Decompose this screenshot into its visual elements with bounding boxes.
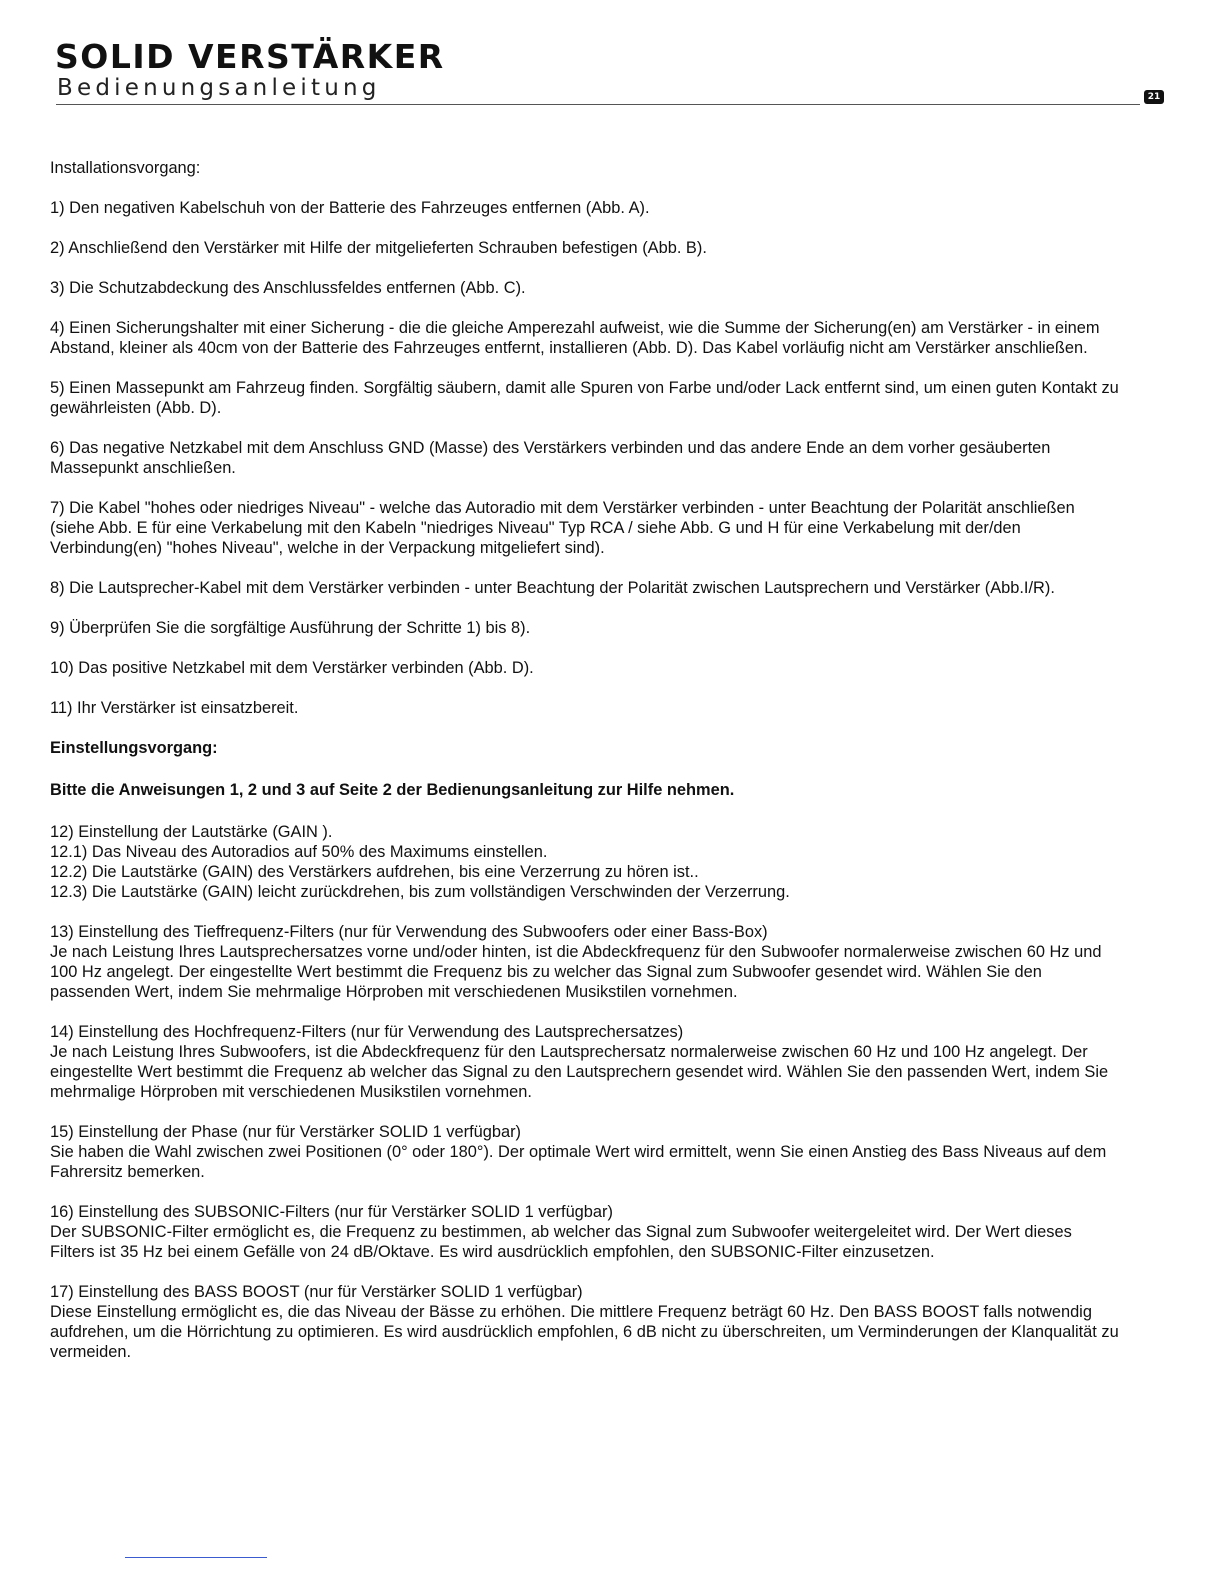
installation-step: 2) Anschließend den Verstärker mit Hilfe der mitgelieferten Schrauben befestigen (Abb. B). [50,239,707,257]
footer-divider [125,1557,267,1558]
phase-title: 15) Einstellung der Phase (nur für Verstärker SOLID 1 verfügbar) [50,1123,521,1141]
phase-body: Sie haben die Wahl zwischen zwei Positionen (0° oder 180°). Der optimale Wert wird ermittelt, wenn Sie einen Anstieg des Bass Niveaus auf dem Fahrersitz bemerken. [50,1143,1107,1181]
highpass-body: Je nach Leistung Ihres Subwoofers, ist die Abdeckfrequenz für den Lautsprechersatz normalerweise zwischen 60 Hz und 100 Hz angelegt. Der eingestellte Wert bestimmt die Frequenz ab welcher das Signal zu den Lautsprechern gesendet wird. Wählen Sie den passenden Wert, indem Sie mehrmalige Hörproben mit verschiedenen Musikstilen vornehmen. [50,1043,1109,1101]
page-number-badge: 21 [1144,90,1164,104]
gain-line: 12) Einstellung der Lautstärke (GAIN ). [50,823,333,841]
installation-step: 1) Den negativen Kabelschuh von der Batterie des Fahrzeuges entfernen (Abb. A). [50,199,650,217]
bassboost-title: 17) Einstellung des BASS BOOST (nur für Verstärker SOLID 1 verfügbar) [50,1283,583,1301]
highpass-title: 14) Einstellung des Hochfrequenz-Filters (nur für Verwendung des Lautsprechersatzes) [50,1023,684,1041]
header-divider [56,104,1140,105]
manual-body [50,158,1120,1382]
phase-section [50,1122,1120,1182]
installation-step: 7) Die Kabel "hohes oder niedriges Niveau" - welche das Autoradio mit dem Verstärker verbinden - unter Beachtung der Polarität anschließen (siehe Abb. E für eine Verkabelung mit den Kabeln "niedriges Niveau" Typ RCA / siehe Abb. G und H für eine Verkabelung mit der/den Verbindung(en) "hohes Niveau", welche in der Verpackung mitgeliefert sind). [50,499,1075,557]
installation-step: 3) Die Schutzabdeckung des Anschlussfeldes entfernen (Abb. C). [50,279,526,297]
lowpass-section [50,922,1120,1002]
gain-section [50,822,1120,902]
settings-heading: Einstellungsvorgang: [50,739,218,757]
settings-note: Bitte die Anweisungen 1, 2 und 3 auf Seite 2 der Bedienungsanleitung zur Hilfe nehmen. [50,781,735,799]
installation-step: 8) Die Lautsprecher-Kabel mit dem Verstärker verbinden - unter Beachtung der Polarität zwischen Lautsprechern und Verstärker (Abb.I/R). [50,579,1055,597]
bassboost-body: Diese Einstellung ermöglicht es, die das Niveau der Bässe zu erhöhen. Die mittlere Frequenz beträgt 60 Hz. Den BASS BOOST falls notwendig aufdrehen, um die Hörrichtung zu optimieren. Es wird ausdrücklich empfohlen, 6 dB nicht zu überschreiten, um Verminderungen der Klanqualität zu vermeiden. [50,1303,1119,1361]
highpass-section [50,1022,1120,1102]
gain-line: 12.3) Die Lautstärke (GAIN) leicht zurückdrehen, bis zum vollständigen Verschwinden der Verzerrung. [50,883,790,901]
subsonic-title: 16) Einstellung des SUBSONIC-Filters (nur für Verstärker SOLID 1 verfügbar) [50,1203,613,1221]
installation-step: 9) Überprüfen Sie die sorgfältige Ausführung der Schritte 1) bis 8). [50,619,531,637]
lowpass-title: 13) Einstellung des Tieffrequenz-Filters (nur für Verwendung des Subwoofers oder einer Bass-Box) [50,923,768,941]
installation-step: 10) Das positive Netzkabel mit dem Verstärker verbinden (Abb. D). [50,659,534,677]
document-title: SOLID VERSTÄRKER [55,37,445,76]
lowpass-body: Je nach Leistung Ihres Lautsprechersatzes vorne und/oder hinten, ist die Abdeckfrequenz für den Subwoofer normalerweise zwischen 60 Hz und 100 Hz angelegt. Der eingestellte Wert bestimmt die Frequenz bis zu welcher das Signal zum Subwoofer gesendet wird. Wählen Sie den passenden Wert, indem Sie mehrmalige Hörproben mit verschiedenen Musikstilen vornehmen. [50,943,1102,1001]
installation-heading: Installationsvorgang: [50,159,201,177]
installation-step: 4) Einen Sicherungshalter mit einer Sicherung - die die gleiche Amperezahl aufweist, wie die Summe der Sicherung(en) am Verstärker - in einem Abstand, kleiner als 40cm von der Batterie des Fahrzeuges entfernt, installieren (Abb. D). Das Kabel vorläufig nicht am Verstärker anschließen. [50,319,1100,357]
installation-step: 5) Einen Massepunkt am Fahrzeug finden. Sorgfältig säubern, damit alle Spuren von Farbe und/oder Lack entfernt sind, um einen guten Kontakt zu gewährleisten (Abb. D). [50,379,1119,417]
installation-step: 6) Das negative Netzkabel mit dem Anschluss GND (Masse) des Verstärkers verbinden und das andere Ende an dem vorher gesäuberten Massepunkt anschließen. [50,439,1051,477]
gain-line: 12.2) Die Lautstärke (GAIN) des Verstärkers aufdrehen, bis eine Verzerrung zu hören ist.. [50,863,699,881]
subsonic-body: Der SUBSONIC-Filter ermöglicht es, die Frequenz zu bestimmen, ab welcher das Signal zum Subwoofer weitergeleitet wird. Der Wert dieses Filters ist 35 Hz bei einem Gefälle von 24 dB/Oktave. Es wird ausdrücklich empfohlen, den SUBSONIC-Filter einzusetzen. [50,1223,1072,1261]
bassboost-section [50,1282,1120,1362]
installation-step: 11) Ihr Verstärker ist einsatzbereit. [50,699,299,717]
gain-line: 12.1) Das Niveau des Autoradios auf 50% des Maximums einstellen. [50,843,548,861]
document-subtitle: Bedienungsanleitung [57,75,381,101]
subsonic-section [50,1202,1120,1262]
